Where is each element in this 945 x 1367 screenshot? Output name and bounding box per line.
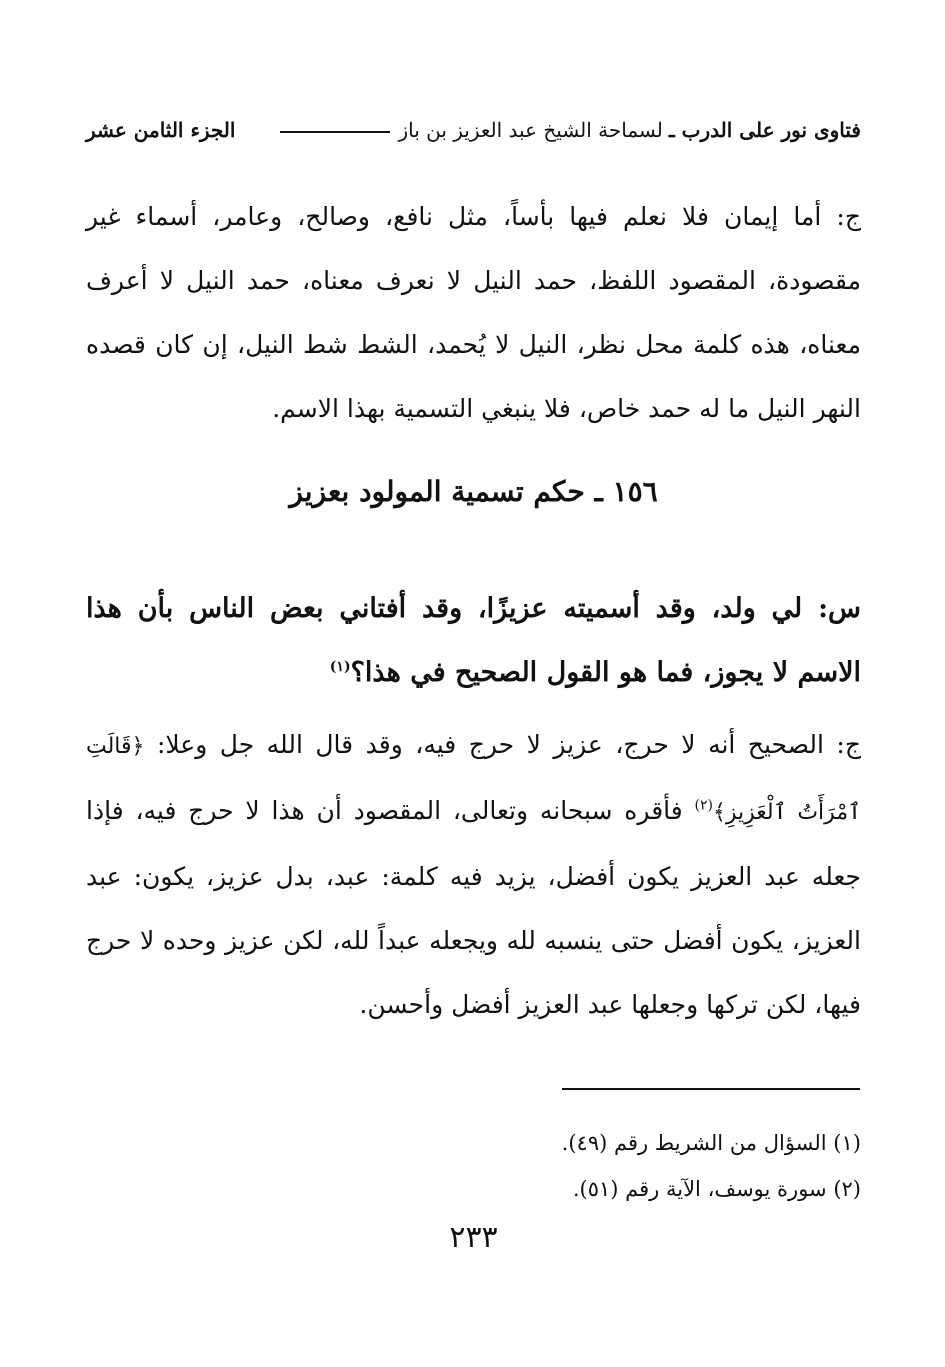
section-heading: ١٥٦ ـ حكم تسمية المولود بعزيز [289,475,658,508]
question-paragraph [86,577,861,705]
running-header [86,110,861,150]
answer-text-part2: فأقره سبحانه وتعالى، المقصود أن هذا لا حرج فيه، فإذا جعله عبد العزيز يكون أفضل، يزيد فيه كلمة: عبد، بدل عزيز، يكون: عبد العزيز، يكون أفضل حتى ينسبه لله ويجعله عبداً لله، لكن عزيز وحده لا حرج فيها، لكن تركها وجعلها عبد العزيز أفضل وأحسن. [86,796,861,1019]
question-text: س: لي ولد، وقد أسميته عزيزًا، وقد أفتاني بعض الناس بأن هذا الاسم لا يجوز، فما هو القول الصحيح في هذا؟ [86,593,861,688]
author-name: لسماحة الشيخ عبد العزيز بن باز [398,118,663,142]
book-title: فتاوى نور على الدرب ـ [668,118,861,142]
answer-previous-paragraph: ج: أما إيمان فلا نعلم فيها بأساً، مثل نافع، وصالح، وعامر، أسماء غير مقصودة، المقصود اللفظ، حمد النيل لا نعرف معناه، حمد النيل لا أعرف معناه، هذه كلمة محل نظر، النيل لا يُحمد، الشط شط النيل، إن كان قصده النهر النيل ما له حمد خاص، فلا ينبغي التسمية بهذا الاسم. [86,202,861,423]
answer-text-part1: ج: الصحيح أنه لا حرج، عزيز لا حرج فيه، وقد قال الله جل وعلا: [156,730,861,759]
header-title-group [280,118,861,142]
footnote-ref-1: (١) [329,659,351,675]
footnotes [86,1120,861,1212]
volume-label: الجزء الثامن عشر [86,118,236,142]
footnote-item: (٢) سورة يوسف، الآية رقم (٥١). [572,1177,861,1201]
header-rule [280,131,390,133]
footnote-item: (١) السؤال من الشريط رقم (٤٩). [561,1131,861,1155]
page-number: ٢٣٣ [449,1220,498,1255]
footnote-separator [562,1088,860,1090]
document-page [86,0,861,1367]
footnote-ref-2: (٢) [694,797,713,814]
quran-verse: ﴿قَالَتِ ٱمْرَأَتُ ٱلْعَزِيزِ﴾ [86,734,861,825]
answer-paragraph [86,713,861,1037]
